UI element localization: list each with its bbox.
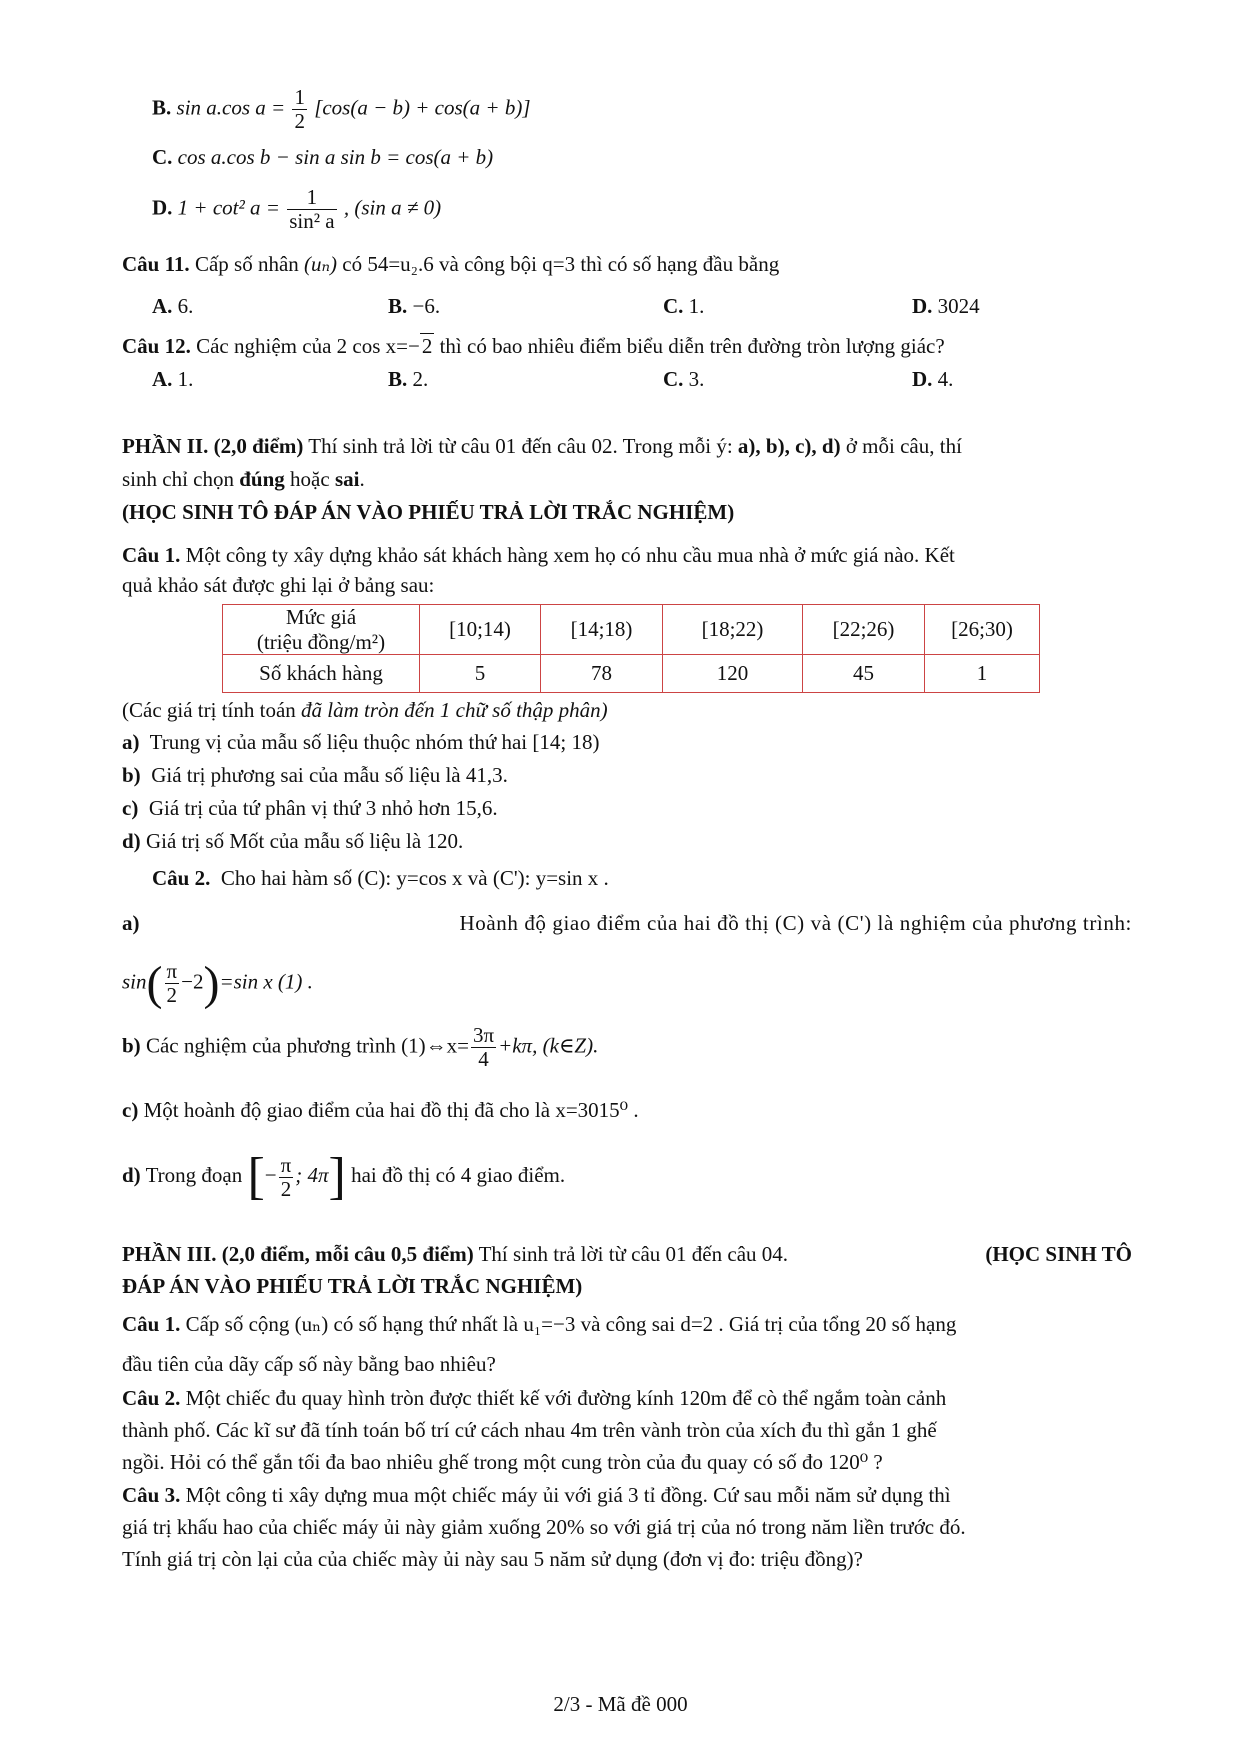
item-text: Trung vị của mẫu số liệu thuộc nhóm thứ hai [14; 18) [149, 730, 600, 754]
q12-option-c [663, 367, 704, 392]
section-intro-options: a), b), c), d) [737, 434, 841, 458]
item-label: a) [122, 911, 140, 935]
table-row-label: Số khách hàng [223, 655, 420, 693]
denominator: 4 [478, 1047, 489, 1072]
fraction [165, 960, 180, 1007]
q11-stem [122, 252, 779, 277]
option-label: C. [152, 145, 173, 169]
option-value: 3024 [937, 294, 980, 318]
formula-rhs: [cos(a − b) + cos(a + b)] [314, 95, 531, 120]
statement-b [122, 763, 508, 788]
item-label: d) [122, 829, 141, 853]
option-label: D. [912, 294, 933, 318]
item-label: b) [122, 763, 141, 787]
open-paren: ( [146, 957, 163, 1010]
eq-sin: sin [122, 969, 147, 994]
formula: cos a.cos b − sin a sin b = cos(a + b) [177, 145, 494, 169]
formula-rhs: , (sin a ≠ 0) [343, 195, 442, 220]
close-paren: ) [203, 957, 220, 1010]
section-intro: sinh chỉ chọn [122, 467, 234, 491]
q12-option-d [912, 367, 953, 392]
sqrt-radicand: 2 [421, 334, 433, 358]
question-text: thành phố. Các kĩ sư đã tính toán bố trí cứ cách nhau 4m trên vành tròn của xích đu thì gắn 1 ghế [122, 1418, 937, 1442]
question-text: Tính giá trị còn lại của của chiếc mày ủi này sau 5 năm sử dụng (đơn vị đo: triệu đồng)? [122, 1547, 863, 1571]
minus-sign: − [264, 1163, 277, 1188]
question-text: ngồi. Hỏi có thể gắn tối đa bao nhiêu ghế trong một cung tròn của đu quay có số đo 120⁰ ? [122, 1450, 883, 1474]
numerator: π [280, 1152, 292, 1177]
question-label: Câu 2. [122, 1386, 181, 1410]
part2-intro-line1 [122, 434, 962, 459]
question-text: có 54=u₂.6 và công bội q=3 thì có số hạng đầu bằng [342, 252, 780, 276]
q2-statement-b [122, 1024, 598, 1071]
q11-option-a [152, 294, 193, 319]
question-label: Câu 11. [122, 252, 190, 276]
statement-d [122, 829, 463, 854]
question-text: đầu tiên của dãy cấp số này bằng bao nhiêu? [122, 1352, 496, 1376]
survey-table [222, 604, 1040, 693]
table-header-cell [223, 605, 420, 655]
part3-q1-line2 [122, 1352, 496, 1377]
rounding-note [122, 698, 608, 723]
item-text: hai đồ thị có 4 giao điểm. [351, 1163, 566, 1188]
eq-part: −2 [181, 969, 204, 994]
table-header-cell: [10;14) [420, 605, 541, 655]
item-label: d) [122, 1163, 141, 1188]
denominator: 2 [166, 983, 178, 1008]
fraction [471, 1024, 496, 1071]
item-label: c) [122, 1098, 139, 1122]
q11-option-b [388, 294, 440, 319]
q10-option-c [152, 145, 493, 170]
option-label: D. [912, 367, 933, 391]
option-value: −6. [412, 294, 441, 318]
part3-intro-line1 [122, 1242, 1132, 1267]
item-text: Các nghiệm của phương trình (1)⇔x= [145, 1033, 469, 1058]
table-cell: 5 [420, 655, 541, 693]
option-label: A. [152, 294, 173, 318]
statement-c [122, 796, 498, 821]
q12-option-a [152, 367, 193, 392]
q2-statement-d [122, 1146, 565, 1208]
question-text: thì có bao nhiêu điểm biểu diễn trên đường tròn lượng giác? [439, 334, 945, 358]
item-text: Giá trị phương sai của mẫu số liệu là 41,3. [151, 763, 508, 787]
q2-statement-a [122, 911, 1132, 936]
denominator: 2 [280, 1176, 292, 1201]
option-value: 1. [688, 294, 705, 318]
page-footer: 2/3 - Mã đề 000 [553, 1692, 688, 1716]
option-label: B. [388, 294, 408, 318]
table-header-cell: [26;30) [925, 605, 1040, 655]
q2-statement-c [122, 1098, 639, 1123]
table-cell: 120 [663, 655, 803, 693]
item-text: +kπ, (k∈Z). [498, 1033, 599, 1058]
part3-q3-line3 [122, 1547, 863, 1572]
q11-option-d [912, 294, 980, 319]
question-label: Câu 12. [122, 334, 191, 358]
q2-equation-1 [122, 955, 313, 1013]
question-text: Cấp số cộng (uₙ) có số hạng thứ nhất là u₁=−3 và công sai d=2 . Giá trị của tổng 20 số hạng [185, 1312, 957, 1336]
section-intro: Thí sinh trả lời từ câu 01 đến câu 04. [478, 1242, 789, 1266]
question-text: quả khảo sát được ghi lại ở bảng sau: [122, 573, 435, 597]
open-bracket: [ [247, 1148, 265, 1205]
section-heading: PHẦN III. (2,0 điểm, mỗi câu 0,5 điểm) [122, 1242, 474, 1266]
item-text: Giá trị của tứ phân vị thứ 3 nhỏ hơn 15,6. [148, 796, 498, 820]
note-text: (Các giá trị tính toán [122, 698, 296, 722]
question-text: Một công ty xây dựng khảo sát khách hàng xem họ có nhu cầu mua nhà ở mức giá nào. Kết [185, 543, 955, 567]
denominator: sin² a [289, 209, 335, 234]
q12-stem [122, 334, 945, 359]
question-text: Cho hai hàm số (C): y=cos x và (C'): y=sin x . [220, 866, 609, 890]
section-intro: Thí sinh trả lời từ câu 01 đến câu 02. Trong mỗi ý: [308, 434, 733, 458]
q11-option-c [663, 294, 704, 319]
q10-option-d [152, 186, 441, 233]
option-value: 6. [177, 294, 194, 318]
formula-lhs: 1 + cot² a = [177, 195, 280, 220]
note-text-italic: đã làm tròn đến 1 chữ số thập phân) [301, 698, 608, 722]
section-intro: ở mỗi câu, thí [845, 434, 962, 458]
part2-q1-line1 [122, 543, 955, 568]
question-label: Câu 1. [122, 543, 181, 567]
option-value: 1. [177, 367, 194, 391]
table-row [223, 655, 1040, 693]
option-value: 2. [412, 367, 429, 391]
numerator: π [166, 959, 178, 984]
notice-text: (HỌC SINH TÔ ĐÁP ÁN VÀO PHIẾU TRẢ LỜI TRẮC NGHIỆM) [122, 500, 735, 524]
item-text: Giá trị số Mốt của mẫu số liệu là 120. [145, 829, 464, 853]
notice-text: ĐÁP ÁN VÀO PHIẾU TRẢ LỜI TRẮC NGHIỆM) [122, 1274, 583, 1298]
fraction [287, 186, 336, 233]
item-text: Trong đoạn [145, 1163, 243, 1188]
item-text: Hoành độ giao điểm của hai đồ thị (C) và (C') là nghiệm của phương trình: [459, 911, 1132, 935]
option-label: B. [152, 95, 172, 120]
notice-text: (HỌC SINH TÔ [985, 1242, 1132, 1266]
table-header-cell: [18;22) [663, 605, 803, 655]
table-header-row [223, 605, 1040, 655]
section-intro: hoặc [290, 467, 330, 491]
q10-option-b [152, 86, 531, 133]
q12-option-b [388, 367, 428, 392]
header-label-line: (triệu đồng/m²) [256, 629, 386, 654]
section-heading: PHẦN II. (2,0 điểm) [122, 434, 304, 458]
numerator: 1 [287, 186, 336, 210]
option-label: D. [152, 195, 173, 220]
option-value: 4. [937, 367, 954, 391]
formula-lhs: sin a.cos a = [176, 95, 286, 120]
question-text: Các nghiệm của 2 cos x=− [196, 334, 420, 358]
part3-q2-line1 [122, 1386, 946, 1411]
sequence-symbol: (uₙ) [304, 252, 338, 276]
table-cell: 1 [925, 655, 1040, 693]
fraction [292, 86, 307, 133]
statement-a [122, 730, 599, 755]
item-text: Một hoành độ giao điểm của hai đồ thị đã cho là x=3015⁰ . [143, 1098, 639, 1122]
header-label-line: Mức giá [285, 605, 357, 630]
question-text: giá trị khấu hao của chiếc máy ủi này giảm xuống 20% so với giá trị của nó trong năm liền trước đó. [122, 1515, 966, 1539]
item-label: a) [122, 730, 140, 754]
option-label: C. [663, 367, 684, 391]
table-header-cell: [14;18) [541, 605, 663, 655]
part2-q1-line2 [122, 573, 434, 598]
keyword-false: sai [334, 467, 360, 491]
option-value: 3. [688, 367, 705, 391]
question-label: Câu 2. [152, 866, 211, 890]
item-label: c) [122, 796, 139, 820]
question-text: Một công ti xây dựng mua một chiếc máy ủi với giá 3 tỉ đồng. Cứ sau mỗi năm sử dụng thì [185, 1483, 951, 1507]
part3-intro-line2 [122, 1274, 582, 1299]
part3-q2-line2 [122, 1418, 937, 1443]
part3-q2-line3 [122, 1450, 883, 1475]
option-label: A. [152, 367, 173, 391]
part2-notice [122, 500, 734, 525]
question-text: Một chiếc đu quay hình tròn được thiết kế với đường kính 120m để cò thể ngắm toàn cảnh [185, 1386, 947, 1410]
question-text: Cấp số nhân [194, 252, 299, 276]
interval-end: ; 4π [295, 1163, 329, 1188]
part2-q2-stem [152, 866, 609, 891]
question-label: Câu 3. [122, 1483, 181, 1507]
option-label: B. [388, 367, 408, 391]
part2-intro-line2 [122, 467, 365, 492]
denominator: 2 [294, 109, 305, 134]
numerator: 3π [472, 1023, 495, 1047]
punctuation: . [359, 467, 365, 491]
part3-q1-line1 [122, 1312, 956, 1337]
table-cell: 45 [803, 655, 925, 693]
part3-q3-line2 [122, 1515, 966, 1540]
keyword-true: đúng [239, 467, 285, 491]
table-header-cell: [22;26) [803, 605, 925, 655]
fraction [279, 1154, 294, 1201]
item-label: b) [122, 1033, 141, 1058]
part3-q3-line1 [122, 1483, 951, 1508]
close-bracket: ] [328, 1148, 346, 1205]
question-label: Câu 1. [122, 1312, 181, 1336]
eq-part: =sin x (1) . [219, 969, 313, 994]
table-cell: 78 [541, 655, 663, 693]
option-label: C. [663, 294, 684, 318]
numerator: 1 [294, 85, 305, 109]
